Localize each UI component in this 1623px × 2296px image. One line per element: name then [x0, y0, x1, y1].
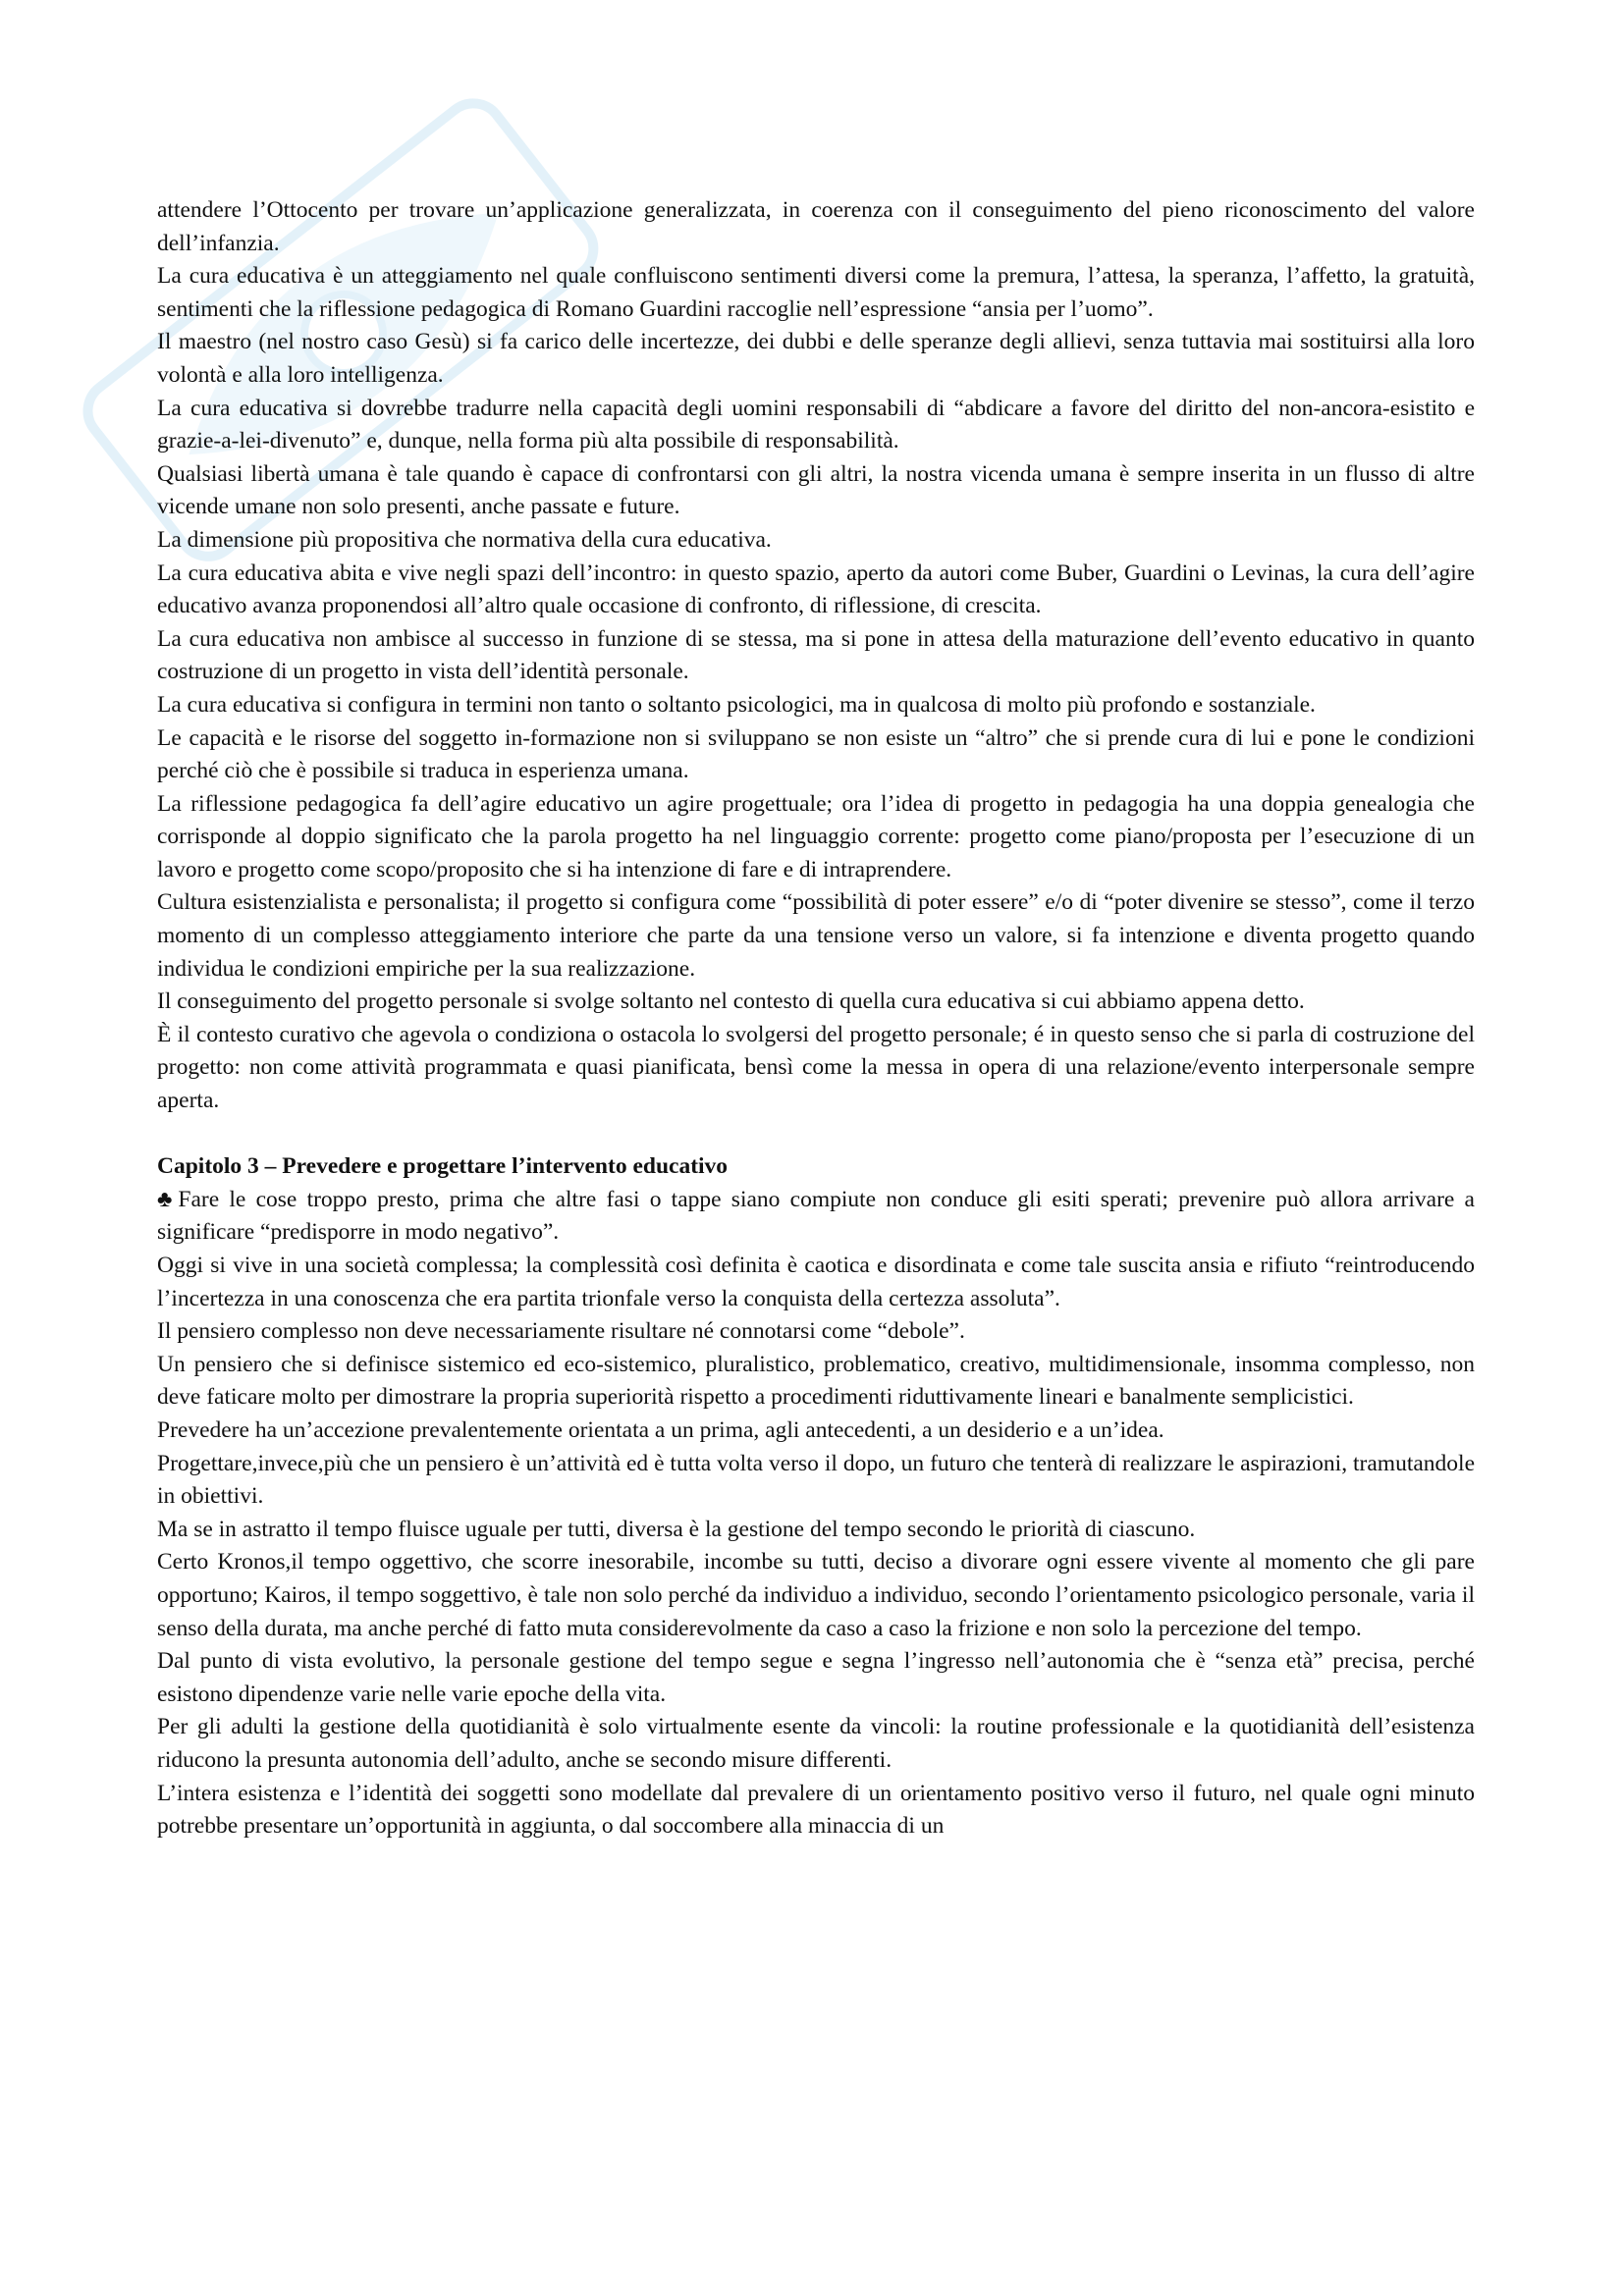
paragraph: L’intera esistenza e l’identità dei soggetti sono modellate dal prevalere di un orientamento positivo verso il futuro, nel quale ogni minuto potrebbe presentare un’opportunità in aggiunta, o dal soccombere alla minaccia di un — [157, 1780, 1475, 1840]
paragraph: Per gli adulti la gestione della quotidianità è solo virtualmente esente da vincoli: la routine professionale e la quotidianità dell’esistenza riducono la presunta autonomia dell’adulto, anche se secondo misure differenti. — [157, 1714, 1475, 1773]
paragraph: Il maestro (nel nostro caso Gesù) si fa carico delle incertezze, dei dubbi e delle speranze degli allievi, senza tuttavia mai sostituirsi alla loro volontà e alla loro intelligenza. — [157, 329, 1475, 388]
club-suit-icon: ♣ — [157, 1186, 173, 1212]
paragraph: La riflessione pedagogica fa dell’agire educativo un agire progettuale; ora l’idea di progetto in pedagogia ha una doppia genealogia che corrisponde al doppio significato che la parola progetto ha nel linguaggio corrente: progetto come piano/proposta per l’esecuzione di un lavoro e progetto come scopo/proposito che si ha intenzione di fare e di intraprendere. — [157, 790, 1475, 882]
paragraph: attendere l’Ottocento per trovare un’applicazione generalizzata, in coerenza con il conseguimento del pieno riconoscimento del valore dell’infanzia. — [157, 197, 1475, 256]
paragraph: Progettare,invece,più che un pensiero è un’attività ed è tutta volta verso il dopo, un futuro che tenterà di realizzare le aspirazioni, tramutandole in obiettivi. — [157, 1450, 1475, 1510]
paragraph: Prevedere ha un’accezione prevalentemente orientata a un prima, agli antecedenti, a un desiderio e a un’idea. — [157, 1416, 1164, 1443]
paragraph: Ma se in astratto il tempo fluisce uguale per tutti, diversa è la gestione del tempo secondo le priorità di ciascuno. — [157, 1516, 1196, 1542]
paragraph: È il contesto curativo che agevola o condiziona o ostacola lo svolgersi del progetto personale; é in questo senso che si parla di costruzione del progetto: non come attività programmata e quasi pianificata, bensì come la messa in opera di una relazione/evento interpersonale sempre aperta. — [157, 1021, 1475, 1114]
chapter-three-body — [157, 1184, 1475, 1843]
paragraph: Cultura esistenzialista e personalista; il progetto si configura come “possibilità di poter essere” e/o di “poter divenire se stesso”, come il terzo momento di un complesso atteggiamento interiore che parte da una tensione verso un valore, si fa intenzione e diventa progetto quando individua le condizioni empiriche per la sua realizzazione. — [157, 889, 1475, 982]
document-body — [157, 194, 1475, 1843]
paragraph: Le capacità e le risorse del soggetto in-formazione non si sviluppano se non esiste un “altro” che si prende cura di lui e pone le condizioni perché ciò che è possibile si traduca in esperienza umana. — [157, 724, 1475, 784]
paragraph: La cura educativa si dovrebbe tradurre nella capacità degli uomini responsabili di “abdicare a favore del diritto del non-ancora-esistito e grazie-a-lei-divenuto” e, dunque, nella forma più alta possibile di responsabilità. — [157, 395, 1475, 454]
paragraph: Qualsiasi libertà umana è tale quando è capace di confrontarsi con gli altri, la nostra vicenda umana è sempre inserita in un flusso di altre vicende umane non solo presenti, anche passate e future. — [157, 460, 1475, 520]
paragraph: La cura educativa si configura in termini non tanto o soltanto psicologici, ma in qualcosa di molto più profondo e sostanziale. — [157, 691, 1316, 718]
paragraph: La cura educativa abita e vive negli spazi dell’incontro: in questo spazio, aperto da autori come Buber, Guardini o Levinas, la cura dell’agire educativo avanza proponendosi all’altro quale occasione di confronto, di riflessione, di crescita. — [157, 560, 1475, 619]
paragraph: La cura educativa è un atteggiamento nel quale confluiscono sentimenti diversi come la premura, l’attesa, la speranza, l’affetto, la gratuità, sentimenti che la riflessione pedagogica di Romano Guardini raccoglie nell’espressione “ansia per l’uomo”. — [157, 263, 1475, 322]
section-one — [157, 194, 1475, 1118]
chapter-title: Capitolo 3 – Prevedere e progettare l’intervento educativo — [157, 1153, 729, 1180]
chapter-first-paragraph-text: Fare le cose troppo presto, prima che altre fasi o tappe siano compiute non conduce gli esiti sperati; prevenire può allora arrivare a significare “predisporre in modo negativo”. — [157, 1186, 1475, 1246]
chapter-first-paragraph — [157, 1184, 1475, 1250]
paragraph: Il pensiero complesso non deve necessariamente risultare né connotarsi come “debole”. — [157, 1318, 965, 1345]
paragraph: Un pensiero che si definisce sistemico ed eco-sistemico, pluralistico, problematico, creativo, multidimensionale, insomma complesso, non deve faticare molto per dimostrare la propria superiorità rispetto a procedimenti riduttivamente lineari e banalmente semplicistici. — [157, 1351, 1475, 1411]
paragraph: Oggi si vive in una società complessa; la complessità così definita è caotica e disordinata e come tale suscita ansia e rifiuto “reintroducendo l’incertezza in una conoscenza che era partita trionfale verso la conquista della certezza assoluta”. — [157, 1253, 1475, 1311]
paragraph: La cura educativa non ambisce al successo in funzione di se stessa, ma si pone in attesa della maturazione dell’evento educativo in quanto costruzione di un progetto in vista dell’identità personale. — [157, 625, 1475, 685]
paragraph: Dal punto di vista evolutivo, la personale gestione del tempo segue e segna l’ingresso nell’autonomia che è “senza età” precisa, perché esistono dipendenze varie nelle varie epoche della vita. — [157, 1648, 1475, 1707]
paragraph: La dimensione più propositiva che normativa della cura educativa. — [157, 526, 772, 553]
paragraph: Certo Kronos,il tempo oggettivo, che scorre inesorabile, incombe su tutti, deciso a divorare ogni essere vivente al momento che gli pare opportuno; Kairos, il tempo soggettivo, è tale non solo perché da individuo a individuo, secondo l’orientamento psicologico personale, varia il senso della durata, ma anche perché di fatto muta considerevolmente da caso a caso la frizione e non solo la percezione del tempo. — [157, 1549, 1475, 1641]
paragraph: Il conseguimento del progetto personale si svolge soltanto nel contesto di quella cura educativa si cui abbiamo appena detto. — [157, 988, 1305, 1015]
